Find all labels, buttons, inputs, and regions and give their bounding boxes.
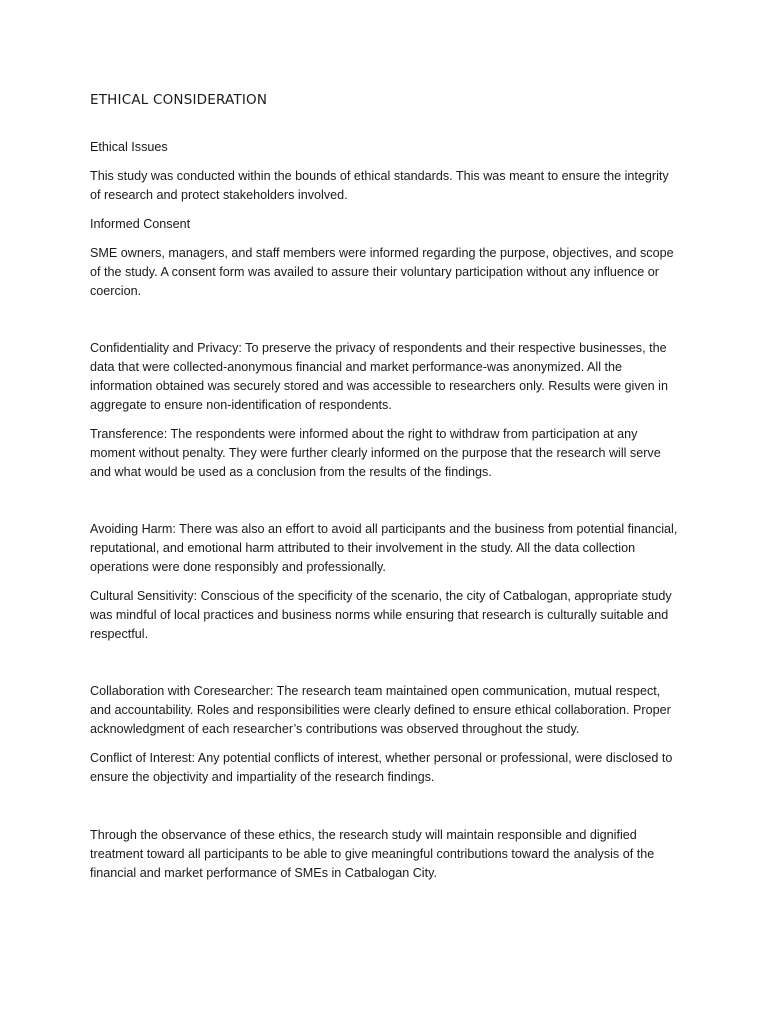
heading-informed-consent: Informed Consent	[90, 217, 191, 231]
paragraph-informed-consent: SME owners, managers, and staff members were informed regarding the purpose, objectives, and scope of the study. A consent form was availed to assure their voluntary participation without any influence or coercion.	[90, 246, 674, 298]
paragraph-cultural-sensitivity: Cultural Sensitivity: Conscious of the specificity of the scenario, the city of Catbalogan, appropriate study was mindful of local practices and business norms while ensuring that research is culturally suitable and respectful.	[90, 589, 672, 641]
paragraph-confidentiality: Confidentiality and Privacy: To preserve the privacy of respondents and their respective businesses, the data that were collected-anonymous financial and market performance-was anonymized. All the information obtained was securely stored and was accessible to researchers only. Results were given in aggregate to ensure non-identification of respondents.	[90, 341, 668, 412]
paragraph-ethical-issues: This study was conducted within the bounds of ethical standards. This was meant to ensure the integrity of research and protect stakeholders involved.	[90, 169, 669, 202]
paragraph-conclusion: Through the observance of these ethics, the research study will maintain responsible and dignified treatment toward all participants to be able to give meaningful contributions toward the analysis of the financial and market performance of SMEs in Catbalogan City.	[90, 828, 655, 880]
paragraph-transference: Transference: The respondents were informed about the right to withdraw from participation at any moment without penalty. They were further clearly informed on the purpose that the research will serve and what would be used as a conclusion from the results of the findings.	[90, 427, 661, 479]
paragraph-collaboration: Collaboration with Coresearcher: The research team maintained open communication, mutual respect, and accountability. Roles and responsibilities were clearly defined to ensure ethical collaboration. Proper acknowledgment of each researcher’s contributions was observed throughout the study.	[90, 684, 671, 736]
heading-ethical-issues: Ethical Issues	[90, 140, 168, 154]
paragraph-avoiding-harm: Avoiding Harm: There was also an effort to avoid all participants and the business from potential financial, reputational, and emotional harm attributed to their involvement in the study. All the data collection operations were done responsibly and professionally.	[90, 522, 678, 574]
document-title: ETHICAL CONSIDERATION	[90, 92, 268, 108]
paragraph-conflict-of-interest: Conflict of Interest: Any potential conflicts of interest, whether personal or professional, were disclosed to ensure the objectivity and impartiality of the research findings.	[90, 751, 673, 784]
